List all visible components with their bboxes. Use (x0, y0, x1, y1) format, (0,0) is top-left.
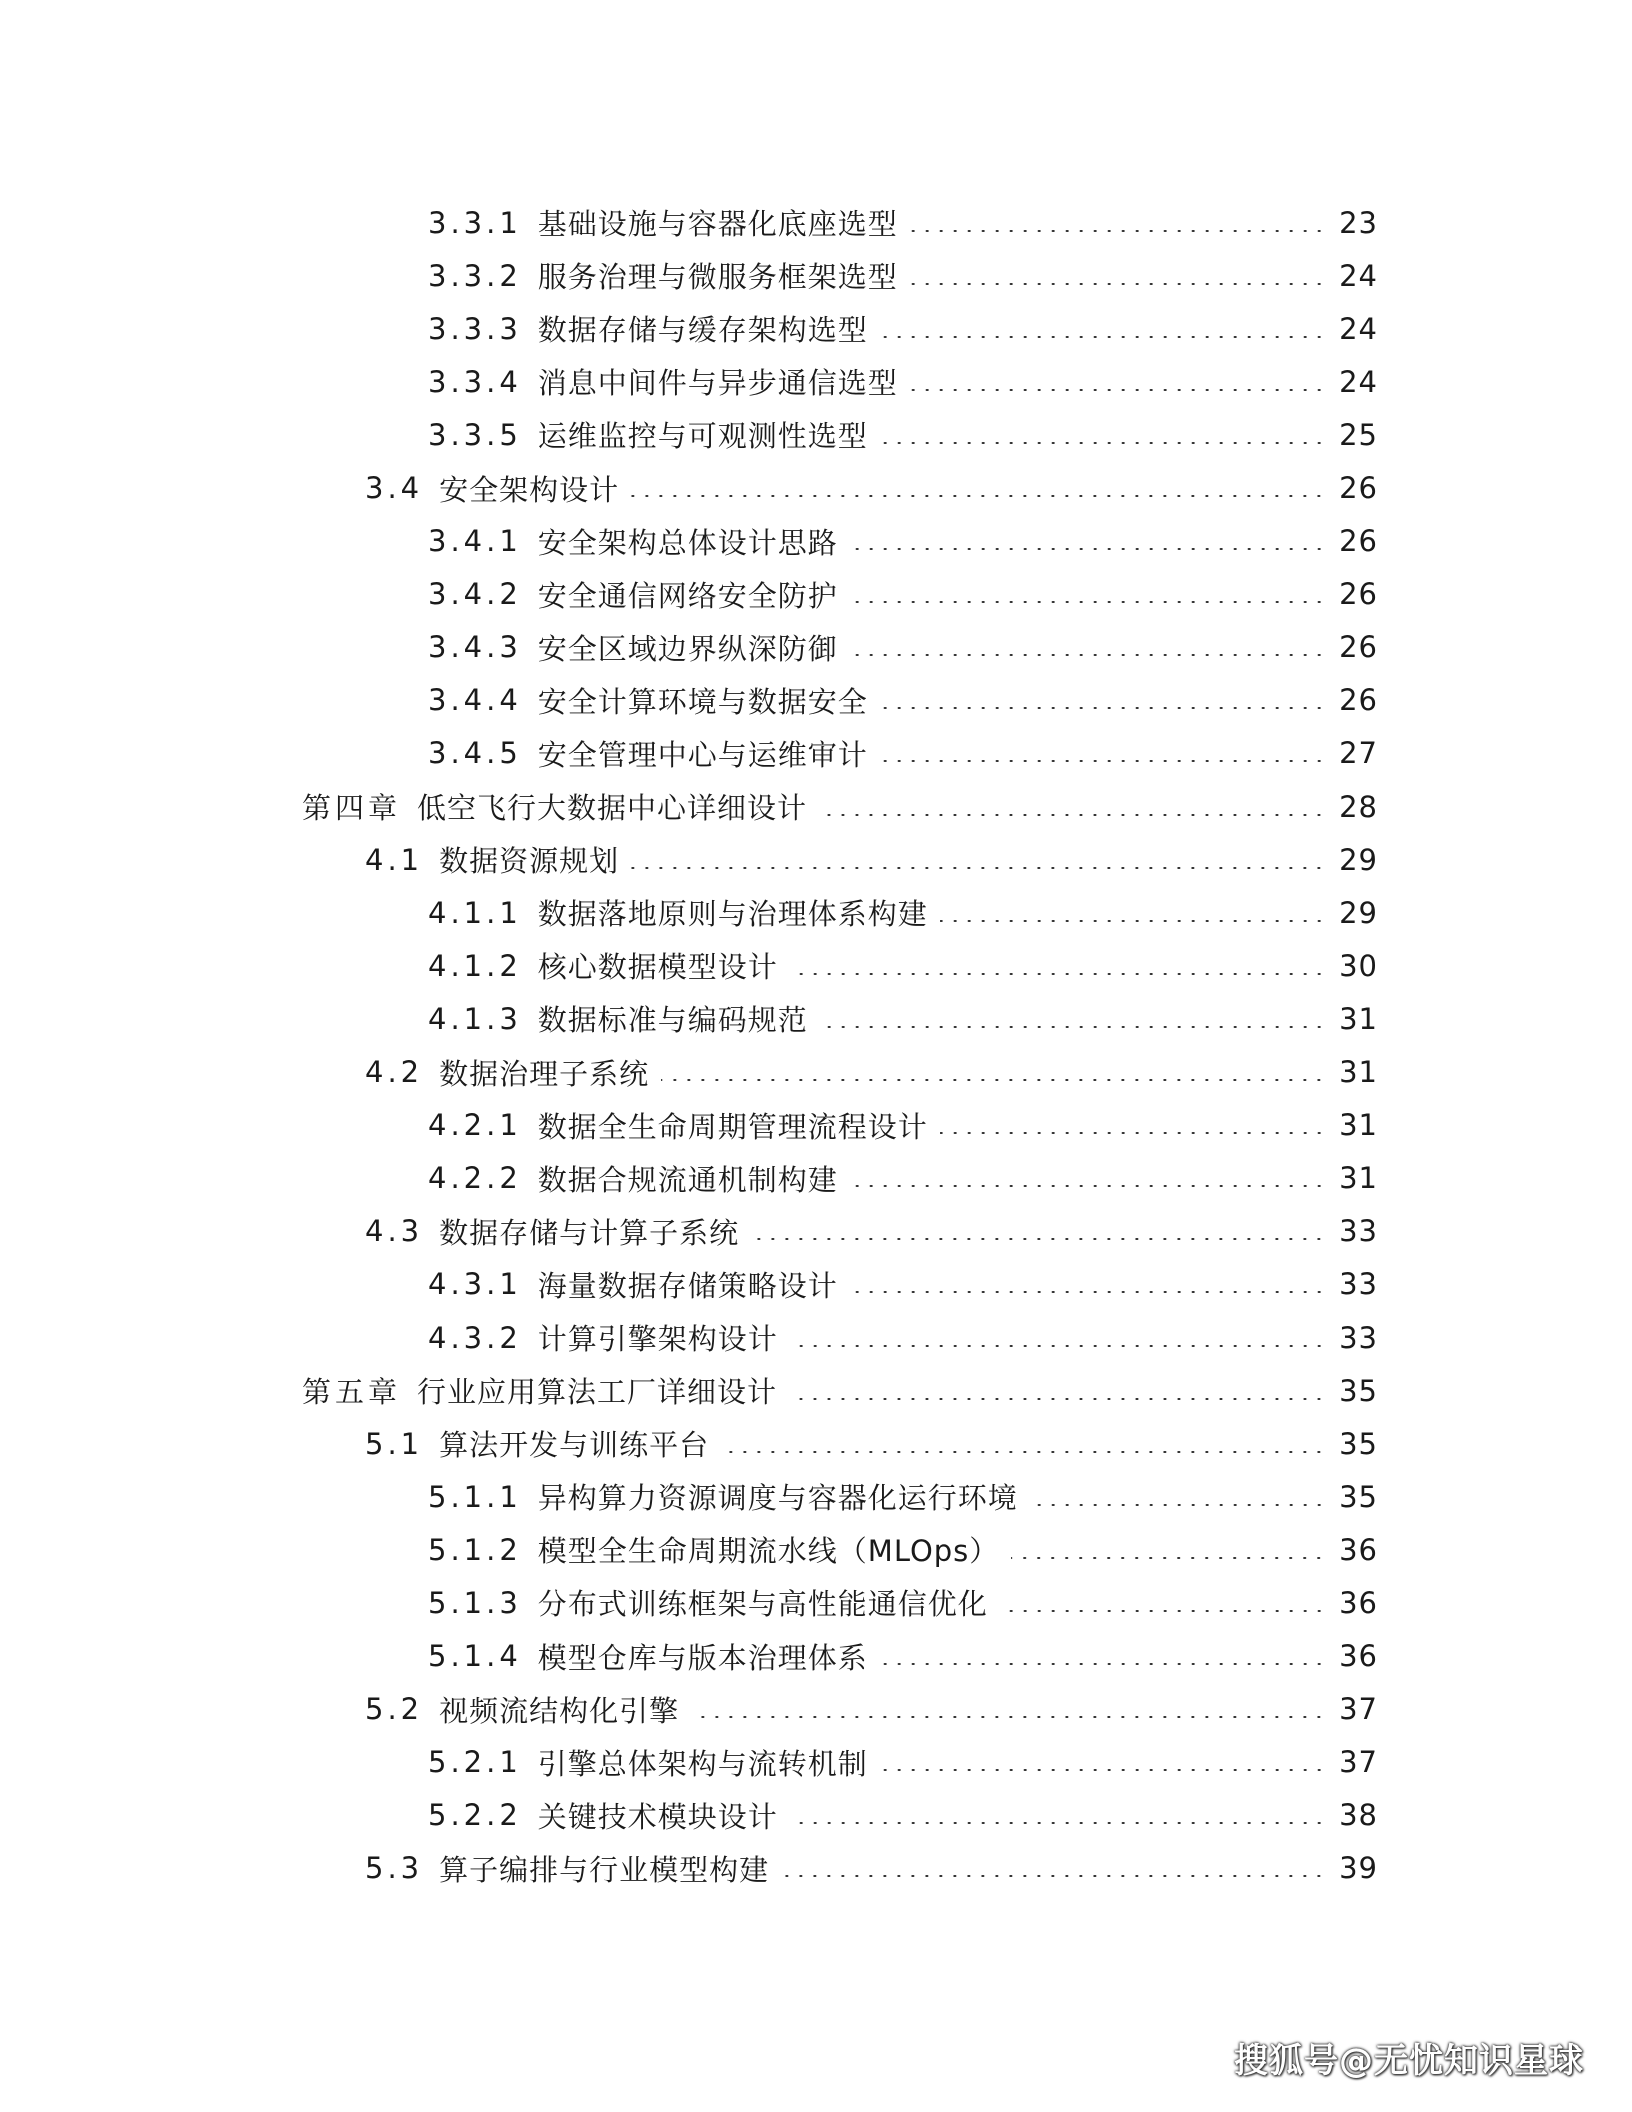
toc-entry-page-number: 35 (1339, 1373, 1378, 1408)
toc-entry[interactable] (0, 1789, 1632, 1842)
toc-entry-label (428, 1476, 1018, 1517)
toc-dot-leader (820, 1026, 1326, 1028)
toc-entry-number: 4.1.2 (428, 948, 522, 983)
toc-dot-leader (880, 1769, 1326, 1771)
toc-entry-number: 3.3.2 (428, 258, 522, 293)
toc-entry-title: 数据落地原则与治理体系构建 (537, 897, 928, 932)
toc-entry-label (428, 733, 868, 774)
toc-entry-label (428, 308, 868, 349)
toc-entry-number: 5.2 (365, 1692, 424, 1727)
toc-entry-title: 安全管理中心与运维审计 (537, 737, 868, 772)
toc-entry-label (428, 361, 898, 402)
toc-entry[interactable] (0, 1842, 1632, 1895)
toc-entry[interactable] (0, 1311, 1632, 1364)
toc-entry[interactable] (0, 1523, 1632, 1576)
toc-entry[interactable] (0, 939, 1632, 992)
toc-entry-page-number: 29 (1339, 842, 1378, 877)
toc-entry-title: 数据标准与编码规范 (537, 1003, 808, 1038)
toc-entry-page-number: 35 (1339, 1426, 1378, 1461)
toc-entry-number: 4.3.1 (428, 1267, 522, 1302)
toc-entry-page-number: 23 (1339, 205, 1378, 240)
toc-dot-leader (880, 1663, 1326, 1665)
toc-dot-leader (910, 230, 1326, 232)
toc-entry-number: 第四章 (302, 791, 402, 826)
toc-entry-label (428, 1582, 988, 1623)
toc-entry-title: 分布式训练框架与高性能通信优化 (537, 1587, 988, 1622)
toc-entry[interactable] (0, 727, 1632, 780)
toc-entry-number: 3.3.3 (428, 311, 522, 346)
toc-entry-label (428, 998, 808, 1039)
toc-entry[interactable] (0, 249, 1632, 302)
toc-entry-page-number: 35 (1339, 1479, 1378, 1514)
toc-entry-page-number: 24 (1339, 364, 1378, 399)
toc-entry-number: 第五章 (302, 1375, 402, 1410)
toc-dot-leader (880, 707, 1326, 709)
toc-entry[interactable] (0, 780, 1632, 833)
toc-entry[interactable] (0, 1046, 1632, 1099)
toc-entry-page-number: 24 (1339, 258, 1378, 293)
toc-entry-page-number: 31 (1339, 1161, 1378, 1196)
toc-entry-number: 3.3.4 (428, 364, 522, 399)
toc-entry-number: 3.4.1 (428, 524, 522, 559)
toc-entry-number: 3.4 (365, 471, 424, 506)
toc-entry-number: 4.1 (365, 842, 424, 877)
toc-entry-number: 5.1.1 (428, 1479, 522, 1514)
toc-dot-leader (880, 442, 1326, 444)
toc-entry-page-number: 31 (1339, 1001, 1378, 1036)
toc-entry-title: 数据资源规划 (439, 844, 620, 879)
toc-entry-title: 引擎总体架构与流转机制 (537, 1746, 868, 1781)
toc-entry[interactable] (0, 1099, 1632, 1152)
toc-entry-title: 安全架构总体设计思路 (537, 525, 838, 560)
toc-dot-leader (850, 548, 1326, 550)
toc-entry-number: 4.3 (365, 1214, 424, 1249)
toc-entry[interactable] (0, 302, 1632, 355)
toc-entry-label (428, 1636, 868, 1677)
toc-entry[interactable] (0, 408, 1632, 461)
toc-entry-title: 计算引擎架构设计 (537, 1322, 778, 1357)
toc-entry-page-number: 33 (1339, 1320, 1378, 1355)
toc-dot-leader (790, 1345, 1326, 1347)
toc-entry-page-number: 27 (1339, 736, 1378, 771)
toc-entry-label (365, 1423, 709, 1464)
toc-entry-title: 低空飞行大数据中心详细设计 (417, 791, 808, 826)
table-of-contents (0, 196, 1632, 1895)
toc-dot-leader (940, 1132, 1326, 1134)
toc-entry-number: 4.3.2 (428, 1320, 522, 1355)
toc-entry[interactable] (0, 1576, 1632, 1629)
toc-entry-title: 安全区域边界纵深防御 (537, 631, 838, 666)
toc-entry-page-number: 33 (1339, 1214, 1378, 1249)
toc-entry-page-number: 26 (1339, 471, 1378, 506)
toc-entry-number: 4.1.1 (428, 895, 522, 930)
toc-entry[interactable] (0, 674, 1632, 727)
toc-entry-title: 关键技术模块设计 (537, 1799, 778, 1834)
toc-dot-leader (790, 973, 1326, 975)
toc-dot-leader (850, 654, 1326, 656)
toc-entry-page-number: 26 (1339, 683, 1378, 718)
toc-entry-page-number: 30 (1339, 948, 1378, 983)
toc-entry-number: 3.4.2 (428, 577, 522, 612)
toc-entry-title: 算子编排与行业模型构建 (439, 1852, 770, 1887)
toc-dot-leader (721, 1451, 1326, 1453)
toc-entry[interactable] (0, 1736, 1632, 1789)
toc-entry[interactable] (0, 1152, 1632, 1205)
toc-dot-leader (790, 1822, 1326, 1824)
toc-entry[interactable] (0, 886, 1632, 939)
toc-entry-number: 3.3.5 (428, 417, 522, 452)
toc-dot-leader (1011, 1557, 1326, 1559)
toc-entry-title: 算法开发与训练平台 (439, 1428, 710, 1463)
toc-dot-leader (691, 1716, 1326, 1718)
toc-entry-page-number: 31 (1339, 1055, 1378, 1090)
toc-entry-page-number: 26 (1339, 577, 1378, 612)
toc-entry-number: 3.4.3 (428, 630, 522, 665)
toc-dot-leader (751, 1238, 1326, 1240)
toc-entry-page-number: 33 (1339, 1267, 1378, 1302)
toc-dot-leader (1000, 1610, 1326, 1612)
toc-entry[interactable] (0, 992, 1632, 1045)
toc-entry-page-number: 24 (1339, 311, 1378, 346)
toc-entry-page-number: 26 (1339, 630, 1378, 665)
toc-entry[interactable] (0, 1417, 1632, 1470)
toc-entry-label (428, 1317, 778, 1358)
toc-entry-page-number: 38 (1339, 1798, 1378, 1833)
toc-entry-page-number: 39 (1339, 1851, 1378, 1886)
toc-entry-label (428, 202, 898, 243)
watermark: 搜狐号@无忧知识星球 (1234, 2041, 1584, 2081)
toc-entry-number: 5.1.3 (428, 1585, 522, 1620)
toc-dot-leader (631, 867, 1326, 869)
toc-entry-number: 5.2.2 (428, 1798, 522, 1833)
toc-entry-label (428, 1529, 999, 1570)
toc-entry-number: 4.1.3 (428, 1001, 522, 1036)
toc-entry-title: 数据治理子系统 (439, 1056, 650, 1091)
toc-dot-leader (850, 601, 1326, 603)
toc-entry-label (365, 1211, 739, 1252)
toc-entry-title: 异构算力资源调度与容器化运行环境 (537, 1481, 1018, 1516)
toc-entry-number: 5.1.4 (428, 1639, 522, 1674)
toc-dot-leader (880, 760, 1326, 762)
toc-entry-page-number: 31 (1339, 1108, 1378, 1143)
toc-entry-page-number: 29 (1339, 895, 1378, 930)
toc-entry-label (365, 1052, 649, 1093)
toc-entry-label (428, 1158, 838, 1199)
toc-dot-leader (661, 1079, 1326, 1081)
toc-entry-title: 海量数据存储策略设计 (537, 1268, 838, 1303)
toc-entry-label (365, 1689, 679, 1730)
toc-entry-title: 核心数据模型设计 (537, 950, 778, 985)
toc-entry-page-number: 26 (1339, 524, 1378, 559)
toc-entry-label (365, 468, 619, 509)
toc-entry-title: 模型全生命周期流水线（MLOps） (537, 1534, 1000, 1569)
toc-entry-label (428, 1264, 838, 1305)
toc-entry-label (302, 1370, 777, 1411)
toc-dot-leader (789, 1398, 1326, 1400)
toc-entry-title: 服务治理与微服务框架选型 (537, 260, 898, 295)
toc-entry-page-number: 37 (1339, 1692, 1378, 1727)
toc-entry-title: 数据合规流通机制构建 (537, 1162, 838, 1197)
toc-entry-label (365, 1848, 769, 1889)
toc-entry-number: 4.2.1 (428, 1108, 522, 1143)
toc-entry-title: 安全计算环境与数据安全 (537, 684, 868, 719)
toc-dot-leader (940, 920, 1326, 922)
toc-dot-leader (880, 336, 1326, 338)
toc-entry-label (428, 627, 838, 668)
toc-entry-number: 4.2.2 (428, 1161, 522, 1196)
toc-entry[interactable] (0, 1258, 1632, 1311)
toc-entry-title: 数据存储与缓存架构选型 (537, 313, 868, 348)
toc-entry-number: 5.2.1 (428, 1745, 522, 1780)
toc-entry[interactable] (0, 461, 1632, 514)
toc-dot-leader (910, 389, 1326, 391)
toc-entry-page-number: 36 (1339, 1639, 1378, 1674)
toc-entry-title: 行业应用算法工厂详细设计 (417, 1375, 778, 1410)
toc-entry[interactable] (0, 1630, 1632, 1683)
toc-entry-number: 3.3.1 (428, 205, 522, 240)
toc-entry[interactable] (0, 833, 1632, 886)
toc-entry[interactable] (0, 568, 1632, 621)
toc-entry-number: 5.1.2 (428, 1532, 522, 1567)
toc-entry[interactable] (0, 1470, 1632, 1523)
toc-entry-page-number: 36 (1339, 1585, 1378, 1620)
toc-entry[interactable] (0, 355, 1632, 408)
toc-entry-title: 模型仓库与版本治理体系 (537, 1640, 868, 1675)
toc-entry-number: 4.2 (365, 1055, 424, 1090)
toc-entry-title: 视频流结构化引擎 (439, 1693, 680, 1728)
toc-entry-label (302, 786, 807, 827)
toc-entry-title: 运维监控与可观测性选型 (537, 419, 868, 454)
toc-entry-label (428, 521, 838, 562)
toc-entry[interactable] (0, 1683, 1632, 1736)
toc-entry-page-number: 25 (1339, 417, 1378, 452)
toc-entry-number: 5.3 (365, 1851, 424, 1886)
toc-entry-label (428, 255, 898, 296)
toc-entry[interactable] (0, 1364, 1632, 1417)
toc-entry-page-number: 36 (1339, 1532, 1378, 1567)
toc-dot-leader (781, 1875, 1326, 1877)
toc-dot-leader (819, 814, 1326, 816)
toc-entry-title: 数据全生命周期管理流程设计 (537, 1109, 928, 1144)
toc-entry[interactable] (0, 515, 1632, 568)
toc-entry[interactable] (0, 621, 1632, 674)
toc-entry-title: 安全架构设计 (439, 472, 620, 507)
toc-entry-label (428, 1105, 928, 1146)
toc-entry-label (365, 839, 619, 880)
toc-entry-label (428, 414, 868, 455)
toc-entry-title: 数据存储与计算子系统 (439, 1215, 740, 1250)
toc-dot-leader (910, 283, 1326, 285)
toc-dot-leader (1030, 1504, 1326, 1506)
toc-entry-page-number: 28 (1339, 789, 1378, 824)
toc-entry-label (428, 892, 928, 933)
toc-entry-label (428, 1742, 868, 1783)
toc-entry-title: 安全通信网络安全防护 (537, 578, 838, 613)
toc-entry-title: 基础设施与容器化底座选型 (537, 207, 898, 242)
toc-entry[interactable] (0, 196, 1632, 249)
toc-entry-number: 3.4.4 (428, 683, 522, 718)
toc-entry-label (428, 945, 778, 986)
toc-entry-label (428, 680, 868, 721)
toc-dot-leader (850, 1185, 1326, 1187)
toc-entry-label (428, 574, 838, 615)
toc-entry-page-number: 37 (1339, 1745, 1378, 1780)
toc-entry-number: 3.4.5 (428, 736, 522, 771)
toc-entry-number: 5.1 (365, 1426, 424, 1461)
toc-dot-leader (850, 1291, 1326, 1293)
toc-entry-title: 消息中间件与异步通信选型 (537, 366, 898, 401)
toc-entry[interactable] (0, 1205, 1632, 1258)
toc-entry-label (428, 1795, 778, 1836)
toc-dot-leader (631, 495, 1326, 497)
